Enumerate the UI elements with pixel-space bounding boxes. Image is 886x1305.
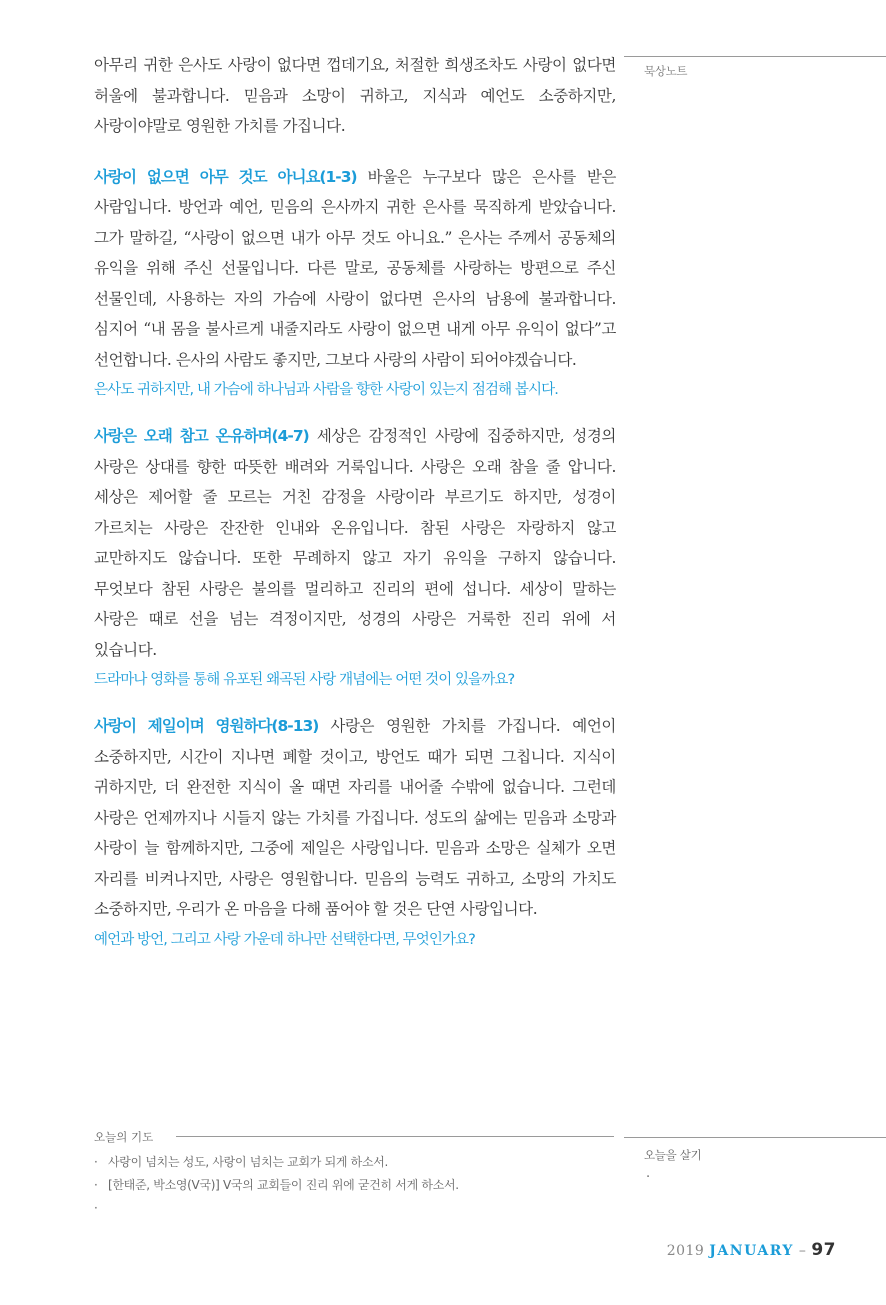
page-folio	[667, 1240, 836, 1260]
reflection-question: 드라마나 영화를 통해 유포된 왜곡된 사랑 개념에는 어떤 것이 있을까요?	[94, 672, 515, 688]
prayer-rule	[176, 1136, 614, 1137]
folio-year: 2019	[666, 1243, 705, 1259]
prayer-item-text: 사랑이 넘치는 성도, 사랑이 넘치는 교회가 되게 하소서.	[108, 1155, 389, 1169]
folio-month: JANUARY	[709, 1243, 794, 1259]
section-2	[94, 421, 616, 693]
section-body: 사랑은 영원한 가치를 가집니다. 예언이 소중하지만, 시간이 지나면 폐할 것이고, 방언도 때가 되면 그칩니다. 지식이 귀하지만, 더 완전한 지식이 올 때면 자리를 내어줄 수밖에 없습니다. 그런데 사랑은 언제까지나 시들지 않는 가치를 가집니다. 성도의 삶에는 믿음과 소망과 사랑이 늘 함께하지만, 그중에 제일은 사랑입니다. 믿음과 소망은 실체가 오면 자리를 비켜나지만, 사랑은 영원합니다. 믿음의 능력도 귀하고, 소망의 가치도 소중하지만, 우리가 온 마음을 다해 품어야 할 것은 단연 사랑입니다.	[94, 717, 617, 918]
intro-paragraph: 아무리 귀한 은사도 사랑이 없다면 껍데기요, 처절한 희생조차도 사랑이 없다면 허울에 불과합니다. 믿음과 소망이 귀하고, 지식과 예언도 소중하지만, 사랑이야말로 영원한 가치를 가집니다.	[94, 56, 616, 135]
living-bullet: ·	[646, 1170, 650, 1185]
section-body: 바울은 누구보다 많은 은사를 받은 사람입니다. 방언과 예언, 믿음의 은사까지 귀한 은사를 묵직하게 받았습니다. 그가 말하길, “사랑이 없으면 내가 아무 것도 아니요.” 은사는 주께서 공동체의 유익을 위해 주신 선물입니다. 다른 말로, 공동체를 사랑하는 방편으로 주신 선물인데, 사용하는 자의 가슴에 사랑이 없다면 은사의 남용에 불과합니다. 심지어 “내 몸을 불사르게 내줄지라도 사랑이 없으면 내게 아무 유익이 없다”고 선언합니다. 은사의 사람도 좋지만, 그보다 사랑의 사람이 되어야겠습니다.	[94, 167, 616, 369]
section-heading: 사랑이 제일이며 영원하다(8-13)	[94, 717, 319, 735]
section-1	[94, 162, 616, 404]
living-rule	[624, 1137, 886, 1138]
reflection-question: 은사도 귀하지만, 내 가슴에 하나님과 사람을 향한 사랑이 있는지 점검해 봅시다.	[94, 382, 558, 398]
section-body: 세상은 감정적인 사랑에 집중하지만, 성경의 사랑은 상대를 향한 따뜻한 배려와 거룩입니다. 사랑은 오래 참을 줄 압니다. 세상은 제어할 줄 모르는 거친 감정을 사랑이라 부르기도 하지만, 성경이 가르치는 사랑은 잔잔한 인내와 온유입니다. 참된 사랑은 자랑하지 않고 교만하지도 않습니다. 또한 무례하지 않고 자기 유익을 구하지 않습니다. 무엇보다 참된 사랑은 불의를 멀리하고 진리의 편에 섭니다. 세상이 말하는 사랑은 때로 선을 넘는 격정이지만, 성경의 사랑은 거룩한 진리 위에 서 있습니다.	[94, 427, 616, 659]
prayer-item	[94, 1197, 459, 1220]
bullet-icon: ·	[94, 1155, 98, 1169]
devotional-text	[94, 50, 616, 971]
prayer-list	[94, 1151, 459, 1220]
section-paragraph	[94, 711, 616, 925]
note-rule	[624, 56, 886, 57]
section-heading: 사랑이 없으면 아무 것도 아니요(1-3)	[94, 167, 357, 186]
prayer-item	[94, 1174, 459, 1197]
living-label: 오늘을 살기	[644, 1148, 702, 1162]
section-heading: 사랑은 오래 참고 온유하며(4-7)	[94, 427, 309, 445]
note-label: 묵상노트	[644, 64, 688, 78]
section-paragraph	[94, 162, 616, 376]
page-number: 97	[811, 1240, 836, 1260]
prayer-item	[94, 1151, 459, 1174]
folio-dash: –	[798, 1243, 807, 1259]
section-paragraph	[94, 421, 616, 665]
bullet-icon: ·	[94, 1201, 98, 1215]
prayer-item-text: [한태준, 박소영(V국)] V국의 교회들이 진리 위에 굳건히 서게 하소서.	[108, 1178, 459, 1192]
section-3	[94, 711, 616, 953]
reflection-question: 예언과 방언, 그리고 사랑 가운데 하나만 선택한다면, 무엇인가요?	[94, 931, 475, 948]
prayer-title: 오늘의 기도	[94, 1130, 154, 1144]
bullet-icon: ·	[94, 1178, 98, 1192]
